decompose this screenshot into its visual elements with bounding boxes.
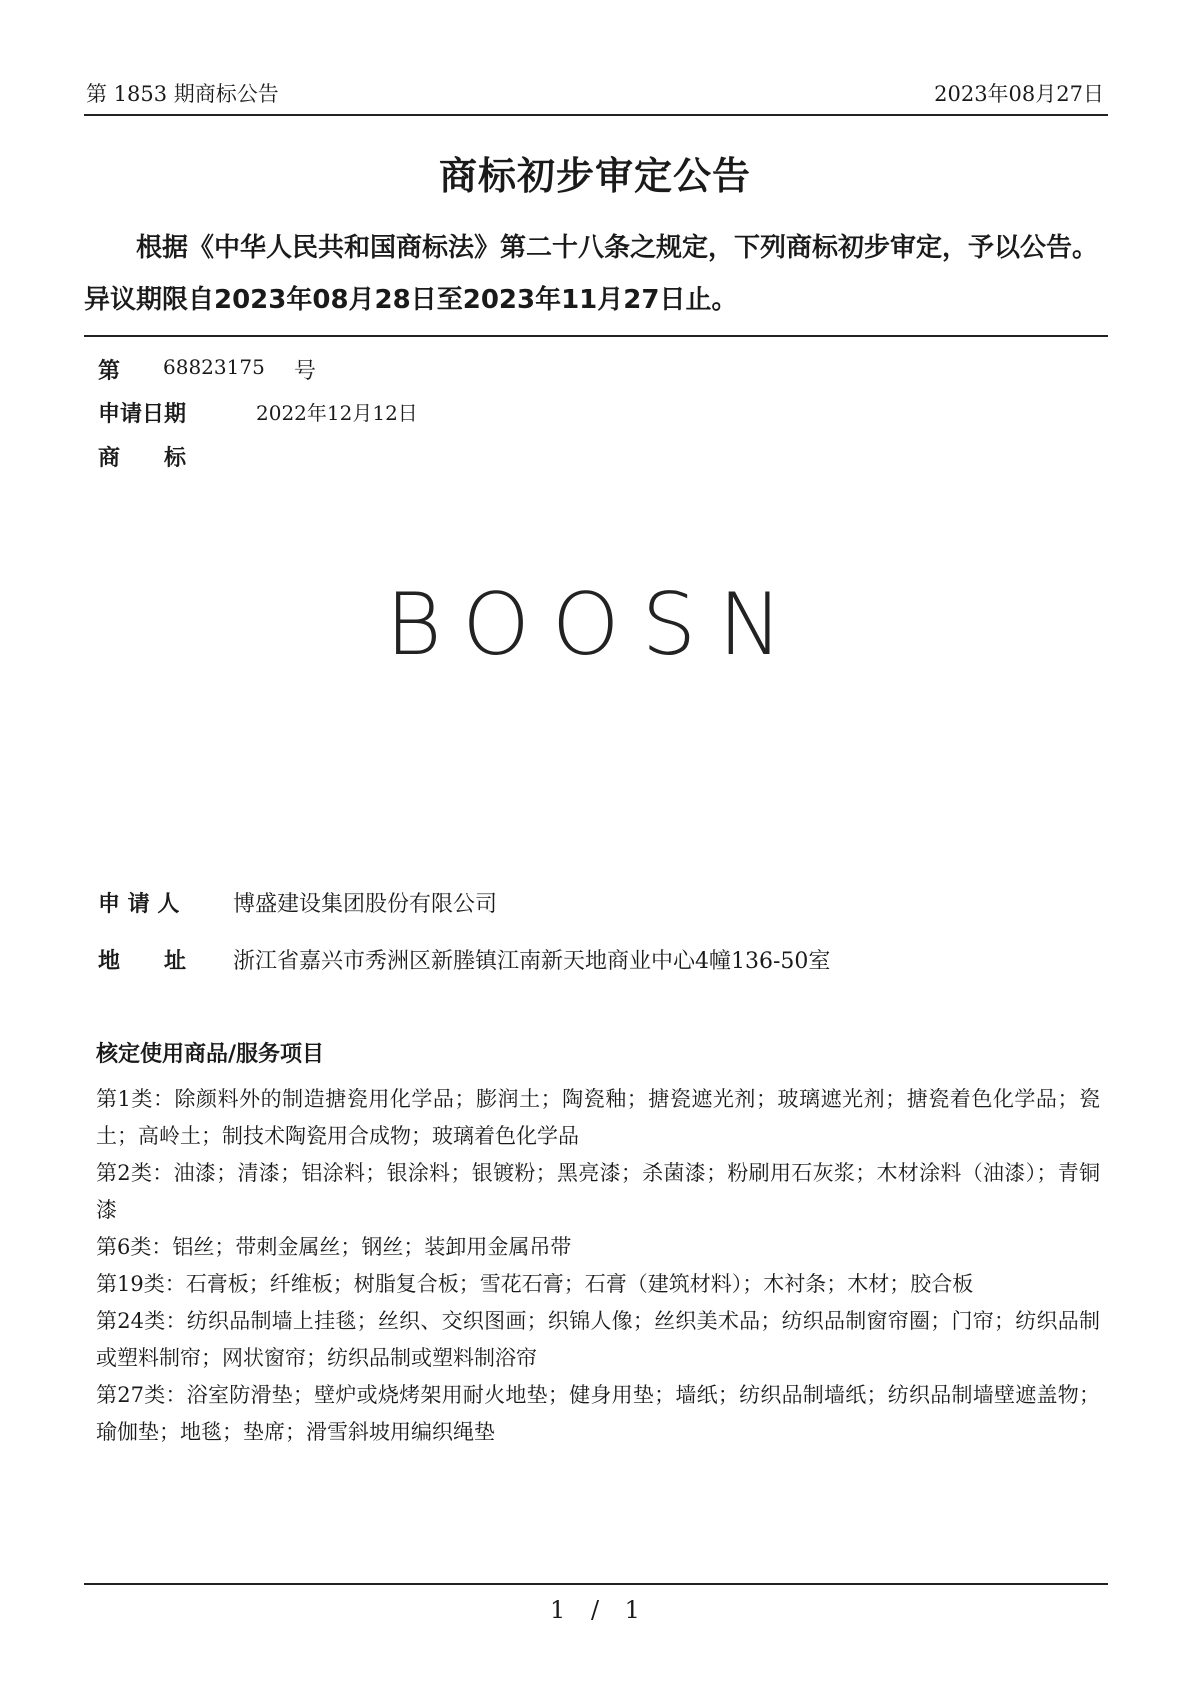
number-suffix: 号 bbox=[294, 359, 317, 384]
number-prefix: 第 bbox=[98, 359, 121, 384]
goods-class-item: 第27类：浴室防滑垫；壁炉或烧烤架用耐火地垫；健身用垫；墙纸；纺织品制墙纸；纺织品制墙壁遮盖物；瑜伽垫；地毯；垫席；滑雪斜坡用编织绳垫 bbox=[96, 1383, 1100, 1444]
registration-number: 68823175 bbox=[163, 355, 265, 379]
section-divider bbox=[84, 335, 1108, 337]
goods-class-item: 第19类：石膏板；纤维板；树脂复合板；雪花石膏；石膏（建筑材料）；木衬条；木材；胶合板 bbox=[96, 1272, 974, 1296]
applicant-label: 申 请 人 bbox=[98, 892, 180, 917]
header-divider bbox=[84, 114, 1108, 116]
filing-date: 2022年12月12日 bbox=[256, 401, 418, 425]
trademark-label: 商 标 bbox=[98, 446, 187, 471]
goods-heading: 核定使用商品/服务项目 bbox=[96, 1042, 325, 1067]
goods-list bbox=[96, 1081, 1100, 1451]
address-label: 地 址 bbox=[98, 949, 187, 974]
applicant-name: 博盛建设集团股份有限公司 bbox=[233, 892, 498, 917]
goods-class-item: 第1类：除颜料外的制造搪瓷用化学品；膨润土；陶瓷釉；搪瓷遮光剂；玻璃遮光剂；搪瓷着色化学品；瓷土；高岭土；制技术陶瓷用合成物；玻璃着色化学品 bbox=[96, 1087, 1100, 1148]
goods-class-item: 第6类：铝丝；带刺金属丝；钢丝；装卸用金属吊带 bbox=[96, 1235, 572, 1259]
filing-date-label: 申请日期 bbox=[98, 402, 187, 427]
page-title: 商标初步审定公告 bbox=[438, 154, 751, 198]
goods-class-item: 第2类：油漆；清漆；铝涂料；银涂料；银镀粉；黑亮漆；杀菌漆；粉刷用石灰浆；木材涂料（油漆）；青铜漆 bbox=[96, 1161, 1100, 1222]
trademark-logo: BOOSN bbox=[385, 575, 805, 675]
address-value: 浙江省嘉兴市秀洲区新塍镇江南新天地商业中心4幢136-50室 bbox=[233, 949, 831, 974]
header-date: 2023年08月27日 bbox=[934, 82, 1104, 106]
goods-class-item: 第24类：纺织品制墙上挂毯；丝织、交织图画；织锦人像；丝织美术品；纺织品制窗帘圈；门帘；纺织品制或塑料制帘；网状窗帘；纺织品制或塑料制浴帘 bbox=[96, 1309, 1100, 1370]
header-issue: 第 1853 期商标公告 bbox=[86, 82, 279, 106]
footer-divider bbox=[84, 1583, 1108, 1585]
intro-paragraph: 根据《中华人民共和国商标法》第二十八条之规定，下列商标初步审定，予以公告。异议期限自2023年08月28日至2023年11月27日止。 bbox=[84, 233, 1099, 315]
page-number: 1 / 1 bbox=[550, 1596, 640, 1624]
